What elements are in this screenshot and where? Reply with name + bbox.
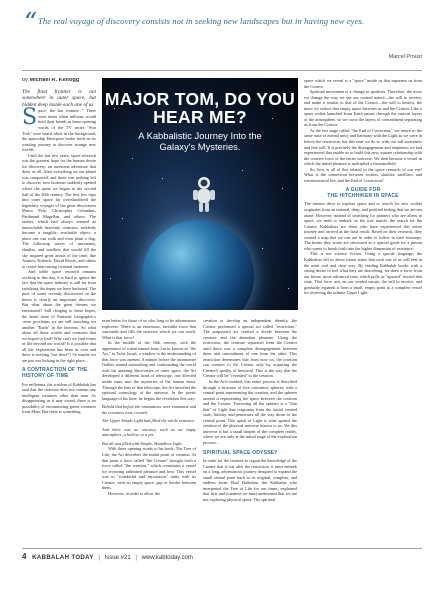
footer-separator: | (135, 555, 137, 561)
star (110, 278, 111, 279)
drop-cap: S (22, 105, 38, 131)
star (132, 158, 133, 159)
hero-title: MAJOR TOM, DO YOU HEAR ME? (104, 89, 296, 127)
paragraph: In order for the creature to regain the knowledge of the Creator that it lost after the restriction, it must embark on a long, adventurous journey designed to expand the small central point back to its original, complete, and endless form. Baal HaSulam, the Kabbalist who interpreted the Tree of Life for our times, explained that first and foremost we must understand that we are not exploring physical space. The spiritual (203, 458, 297, 502)
paragraph: This is not science fiction. Using a special language, the Kabbalists tell us about future states that each one of us will feel in the most real and clear way. By reading Kabbalah books with a strong desire to feel what they are describing, we draw a force from our future, more advanced state, which pulls us "upward" toward that state. That force acts on our created nature, the will to receive, and gradually expands it from a small, empty point to a complete vessel for receiving the infinite Upper Light. (304, 251, 422, 296)
astronaut-icon (190, 176, 218, 214)
pull-quote (22, 8, 422, 68)
byline (22, 78, 96, 84)
star (242, 170, 243, 171)
paragraph: The intense drive to explore space and to search for new worlds originates from an internal, deep, and justified feeling that we are not alone. However, instead of searching for partners who are aliens in space, we need to embark on the true search: the search for the Creator. Kabbalists are those who have experienced this entire journey and arrived at the final result. Based on their research, they created a map that we can use in order to follow in their footsteps. The books they wrote are structured as a special guide for a person who wants to break forth into the higher dimension of existence. (304, 201, 422, 251)
footer-divider (22, 548, 422, 549)
paragraph: At the last stage called "the End of Correction," we return to the same state of eternal unity and harmony with the Light as we were in before the restriction, but this time we do so with our full awareness and free will. It is precisely the disengagement and emptiness we had experienced that enable us to build this new, mature relationship with the creative force of the entire universe. We then become a vessel in which the initial pleasure is multiplied a thousandfold. (304, 127, 422, 167)
article-column-2 (102, 318, 196, 540)
paragraph: In the middle of the 16th century, with the appearance of a man named Isaac Luria, known as "the Ari," in Tzfat, Israel, a window to the understanding of that force was opened. A minute before the astronomer Galileo started astonishing and confounding the world with his amazing discoveries of outer space, the Ari developed a different kind of telescope, one directed inside man, into the mysteries of the human heart. Through the lens of that telescope, the Ari unveiled the spiritual cosmology of the universe. In the poetic language of his time, he begins the revelation this way: (102, 340, 196, 401)
pull-quote-text: The real voyage of discovery consists not in seeking new landscapes but in having new eyes. (38, 16, 365, 26)
verse-line: Behold that before the emanations were emanated and the creatures were created, (102, 404, 196, 415)
section-heading: A CONTRACTION OF THE HISTORY OF TIME (22, 367, 88, 380)
star (262, 248, 263, 249)
star (122, 218, 123, 219)
website-link[interactable]: www.kabtoday.com (141, 555, 193, 561)
paragraph: space which we reveal is a "space" inside us that separates us from the Creator. (304, 78, 422, 89)
paragraph: So, how is all of this related to the space research of our era? What is the connection between rockets, shuttles, satellites, and extraterrestrial life, and the End of Correction? (304, 166, 422, 183)
page-footer (22, 552, 193, 561)
article-lead: The final frontier is not somewhere in outer space, but hidden deep inside each one of us (22, 88, 96, 108)
paragraph: even better for those of us who long to be adventurous explorers: There is an enormous, invisible force that surrounds and fills the universe which we can reach. What is that force? (102, 318, 196, 340)
issue-number: Issue #21 (104, 555, 131, 561)
verse-line: And there was no vacancy, such as an empty atmosphere, a hollow, or a pit, (102, 426, 196, 438)
header-divider (22, 70, 422, 71)
paragraph: Spiritual movement is a change in qualities. Therefore, the more we change the way we use our created nature—the will to receive, and make it similar to that of the Creator—the will to bestow, the more we reduce that empty space between us and the Creator. Like a space rocket launched from Earth passes through the various layers of the atmosphere, so we cross the layers of concealment separating us from the Creator. (304, 89, 422, 128)
byline-author: Michael R. Kellogg (29, 78, 80, 83)
section-heading: A GUIDE FOR THE HITCHHIKER IN SPACE (327, 187, 399, 199)
verse-line: The Upper Simple Light had filled the whole existence. (102, 418, 196, 424)
paragraph: In the Ari's method, this entire process is described through a structure of five concentric spheres, with a central point representing the creation, and the spheres around it representing the space between the creation and the Creator. Traversing all the spheres is a "thin line" of Light that originates from the initial created state, Infinity, and penetrates all the way down to the central point. This spark of Light is what ignited the creation of the physical universe known to us. Yet this universe is but a small droplet of the complete reality, where we are only at the initial stage of the exploration process... (203, 379, 297, 446)
paragraph: For millennia, the wisdom of Kabbalah has said that the universe does not contain any intelligent creatures other than man. As disappointing as it may sound, there is no possibility of encountering green creatures from Mars. But there is something (22, 381, 96, 415)
paragraph: Until the last few years, space research was the greatest hope for the human desire for discovery: an awesome adventure that drew us all. After everything on our planet was conquered, and there was nothing left to discover, new horizons suddenly opened where the quest we began in the second half of the 20th century. The first few trips into outer space far overshadowed the legendary voyages of the great discoverers Marco Polo, Christopher Columbus, Ferdinand Magellan, and others. The stories, which had always seemed as untouchable heavenly creatures, suddenly become a tangible, reachable object, a place one can walk and even plant a flag. The following waves of astronauts, shuttles, and satellites that would fill the sky inspired great artists of the time, like Asimov, Kubrick, David Bowie, and others to create hair-raising fictional fantasies. (22, 152, 96, 269)
quote-mark-icon: “ (24, 8, 38, 38)
paragraph: And while space research remains exciting to this day, it is hard to ignore the fact that the space industry is still far from satisfying the hopes we have harbored. The pool of water recently discovered on the moon is clearly an important discovery. But what about the great dreams we envisioned? Still clinging to these hopes, the latest issue of National Geographic's cover proclaims we are still searching for another "Earth" in the heavens. So what about all those worlds and creatures that we hoped to find? Why can't we find forms of life beyond our world? Is it possible that all the exploration has been in vain and there is nothing "out there"? Or maybe we are just not looking in the right place... (22, 269, 96, 363)
star (288, 288, 289, 289)
star (162, 178, 163, 179)
star (282, 188, 283, 189)
paragraph: Space, the last frontier..." There were times when millions would hold their breath as these opening words of the TV series "Star Trek" were heard while in the background, the spaceship Enterprise broke forth on its winding journey to discover strange new worlds. (22, 105, 96, 153)
article-column-3 (203, 318, 297, 540)
pull-quote-author: Marcel Proust (388, 54, 422, 60)
article-column-1 (22, 78, 96, 538)
section-heading: SPIRITUAL SPACE ODYSSEY (203, 449, 278, 456)
footer-separator: | (98, 555, 100, 561)
page-number: 4 (22, 552, 27, 561)
paragraph: However, in order to allow the (108, 490, 160, 496)
hero-subtitle: A Kabbalistic Journey Into the Galaxy's Mysteries. (138, 130, 262, 152)
paragraph: creation to develop an independent identity, the Creator performed a special act called "restriction." The purposeful act created a divide between the creature and the abundant pleasure. Using the restriction, the creature separated from the Creator until there was a complete disengagement between them and concealment of one from the other. This restriction determines that from now on, the creation can connect to the Creator only by acquiring the Creator's quality of bestowal. This is the way that the Creator will be "revealed" to the creation. (203, 318, 297, 379)
paragraph: With these opening words to his book, The Tree of Life, the Ari describes the initial point of creation. At that point a force called "the Creator" brought forth a force called "the creation," which constitutes a vessel for receiving unlimited pleasure and love. This vessel was in "wonderful and mysterious" unity with its Creator, with no empty space, gap or border between them. (102, 446, 196, 491)
article-column-4 (304, 78, 422, 540)
verse-line: But all was filled with Simple, Boundless Light. (102, 440, 183, 446)
hero-image (102, 78, 298, 310)
planet-icon (142, 220, 254, 310)
byline-prefix: by (22, 78, 28, 83)
magazine-name: KABBALAH TODAY (32, 555, 94, 561)
